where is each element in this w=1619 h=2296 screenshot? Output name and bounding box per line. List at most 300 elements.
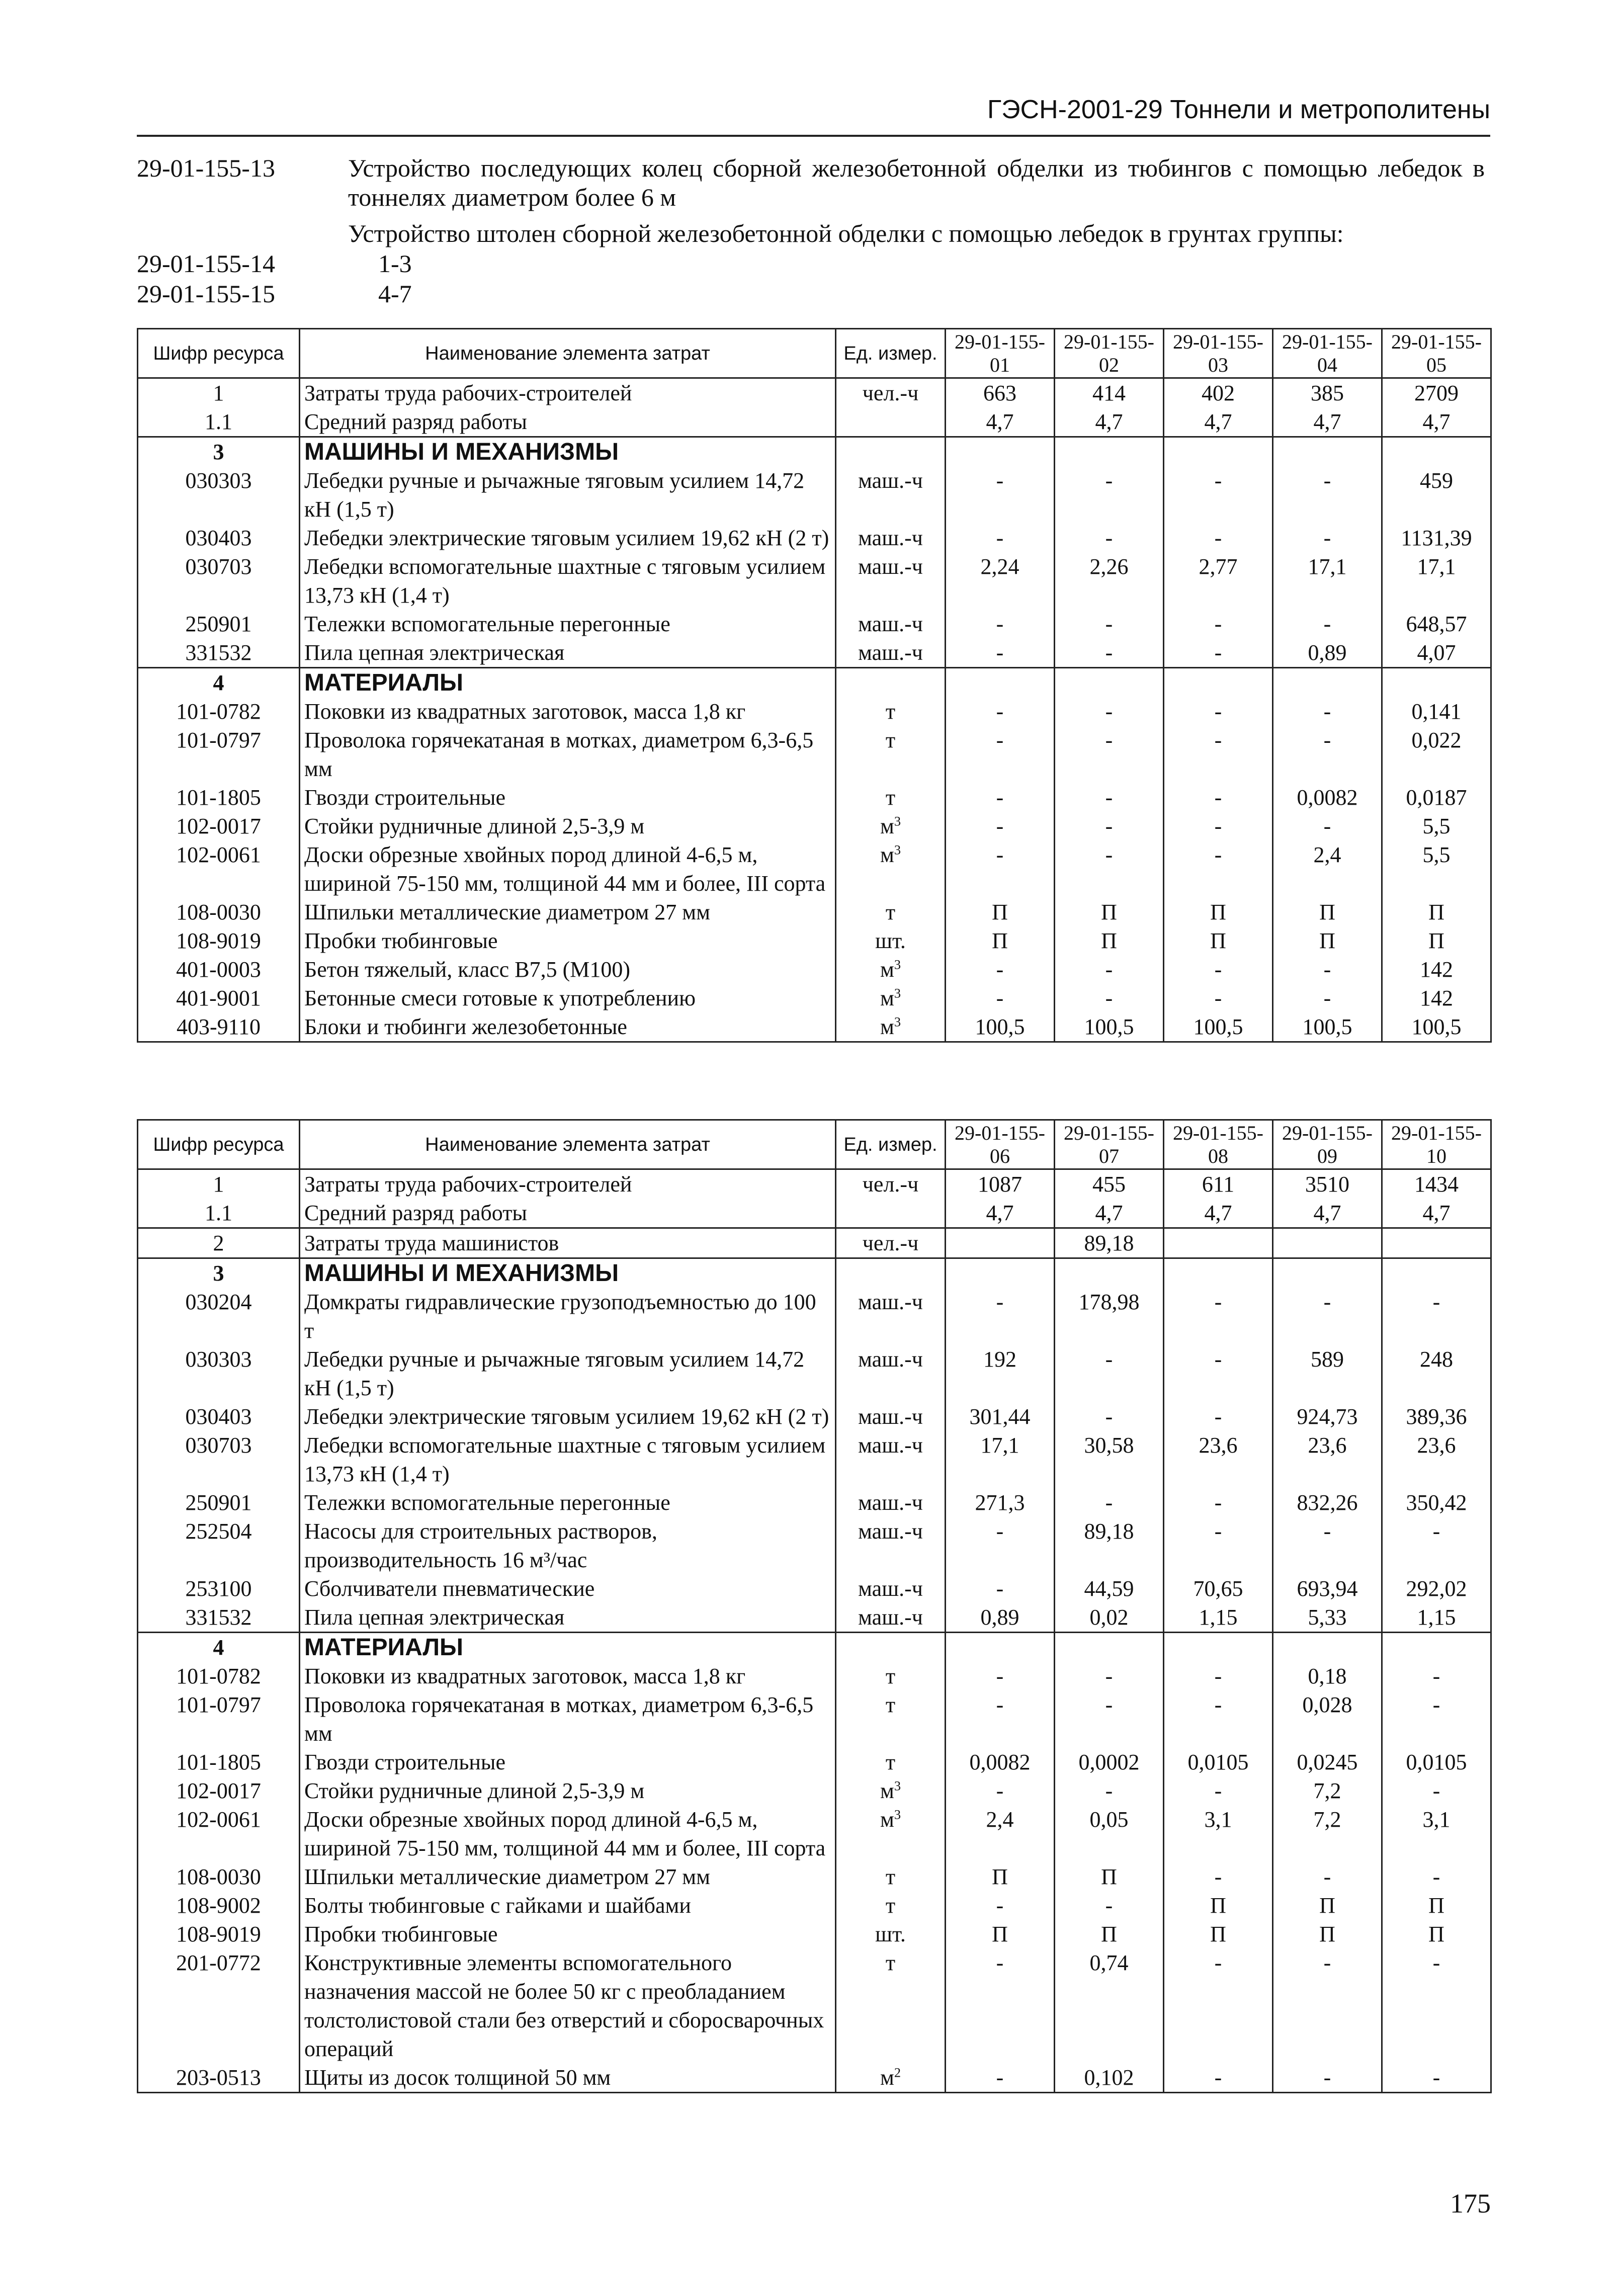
norm-value: -: [946, 1891, 1055, 1920]
resource-code: 1: [138, 1169, 300, 1199]
norm-value: 142: [1382, 955, 1491, 984]
resource-unit: [836, 726, 946, 783]
norm-value: П: [1382, 1920, 1491, 1948]
unit-text: м: [880, 1778, 894, 1803]
norm-value: П: [1164, 926, 1273, 955]
intro-code: 29-01-155-14: [137, 249, 275, 278]
norm-value: -: [946, 955, 1055, 984]
resource-unit: [836, 1169, 946, 1199]
norm-value: -: [946, 783, 1055, 812]
unit-text: маш.-ч: [858, 468, 923, 493]
resource-code: 203-0513: [138, 2063, 300, 2093]
norm-value: 5,33: [1273, 1603, 1382, 1633]
resource-unit: [836, 926, 946, 955]
unit-text: т: [885, 1750, 896, 1774]
norm-value: 4,7: [1055, 407, 1164, 437]
norm-value: -: [1055, 466, 1164, 524]
norm-value: [1382, 1258, 1491, 1288]
header-name: Наименование элемента затрат: [300, 1120, 836, 1169]
norm-value: 0,0082: [1273, 783, 1382, 812]
norm-value: -: [1382, 2063, 1491, 2093]
norm-value: -: [1382, 1662, 1491, 1690]
unit-text: т: [885, 728, 896, 752]
norm-value: 7,2: [1273, 1776, 1382, 1805]
intro-text: Устройство последующих колец сборной железобетонной обделки из тюбингов с помощью лебедок в тоннелях диаметром более 6 м: [348, 154, 1485, 211]
norm-value: [1055, 437, 1164, 467]
norm-value: -: [1273, 1517, 1382, 1574]
norm-value: 23,6: [1382, 1431, 1491, 1488]
norm-value: -: [1164, 1517, 1273, 1574]
resource-name: Лебедки вспомогательные шахтные с тяговым усилием 13,73 кН (1,4 т): [300, 552, 836, 610]
intro-code: 29-01-155-13: [137, 154, 275, 182]
unit-text: маш.-ч: [858, 640, 923, 665]
norm-value: -: [1273, 955, 1382, 984]
norm-value: П: [1055, 1862, 1164, 1891]
table-row: [138, 1012, 1491, 1042]
header-col-code: 29-01-155-04: [1273, 329, 1382, 378]
table-row: [138, 1488, 1491, 1517]
norm-value: -: [1273, 984, 1382, 1012]
table-header-row: [138, 329, 1491, 378]
resource-unit: [836, 1862, 946, 1891]
norm-value: 0,89: [1273, 638, 1382, 668]
resource-unit: [836, 1603, 946, 1633]
section-row: [138, 1633, 1491, 1662]
norm-value: [1164, 437, 1273, 467]
norm-value: 301,44: [946, 1402, 1055, 1431]
header-unit: Ед. измер.: [836, 329, 946, 378]
norm-value: 611: [1164, 1169, 1273, 1199]
resource-unit: [836, 638, 946, 668]
resource-unit: [836, 1574, 946, 1603]
resource-code: 108-9002: [138, 1891, 300, 1920]
table-row: [138, 2063, 1491, 2093]
resource-code: 3: [138, 1258, 300, 1288]
header-name: Наименование элемента затрат: [300, 329, 836, 378]
table-row: [138, 1948, 1491, 2063]
intro-text: 1-3: [378, 249, 412, 278]
norm-value: 459: [1382, 466, 1491, 524]
unit-text: т: [885, 900, 896, 924]
norm-value: -: [946, 1517, 1055, 1574]
norm-value: 178,98: [1055, 1288, 1164, 1345]
norms-table-2: [137, 1119, 1492, 2093]
header-code: Шифр ресурса: [138, 1120, 300, 1169]
norm-value: -: [946, 638, 1055, 668]
norm-value: 17,1: [1273, 552, 1382, 610]
norm-value: П: [946, 1862, 1055, 1891]
norm-value: [1164, 1228, 1273, 1258]
resource-unit: [836, 1345, 946, 1402]
norm-value: -: [1382, 1862, 1491, 1891]
norm-value: 100,5: [1273, 1012, 1382, 1042]
resource-code: 030703: [138, 552, 300, 610]
norm-value: -: [1382, 1690, 1491, 1748]
resource-code: 030703: [138, 1431, 300, 1488]
norm-value: -: [946, 840, 1055, 898]
resource-unit: [836, 1488, 946, 1517]
norm-value: 4,7: [1382, 407, 1491, 437]
unit-text: маш.-ч: [858, 1576, 923, 1601]
norm-value: -: [1055, 984, 1164, 1012]
header-col-code: 29-01-155-03: [1164, 329, 1273, 378]
table-row: [138, 638, 1491, 668]
resource-name: Стойки рудничные длиной 2,5-3,9 м: [300, 1776, 836, 1805]
resource-name: Тележки вспомогательные перегонные: [300, 610, 836, 638]
norm-value: 0,74: [1055, 1948, 1164, 2063]
norm-value: -: [1055, 697, 1164, 726]
table-row: [138, 898, 1491, 926]
resource-code: 030303: [138, 466, 300, 524]
intro-item: [137, 249, 1495, 279]
resource-code: 253100: [138, 1574, 300, 1603]
norm-value: 70,65: [1164, 1574, 1273, 1603]
resource-code: 102-0061: [138, 1805, 300, 1862]
resource-unit: [836, 1258, 946, 1288]
norm-value: 5,5: [1382, 840, 1491, 898]
resource-name: Болты тюбинговые с гайками и шайбами: [300, 1891, 836, 1920]
norm-value: [1273, 1633, 1382, 1662]
norm-value: 2,4: [946, 1805, 1055, 1862]
table-row: [138, 840, 1491, 898]
norm-value: П: [1273, 1891, 1382, 1920]
norm-value: -: [1055, 812, 1164, 840]
resource-unit: [836, 955, 946, 984]
norm-value: -: [1273, 697, 1382, 726]
resource-unit: [836, 2063, 946, 2093]
norm-value: -: [946, 726, 1055, 783]
unit-text: маш.-ч: [858, 1519, 923, 1544]
norm-value: 0,0187: [1382, 783, 1491, 812]
norm-value: -: [1164, 1662, 1273, 1690]
intro-code: 29-01-155-15: [137, 280, 275, 308]
unit-text: т: [885, 1864, 896, 1889]
resource-name: Пила цепная электрическая: [300, 1603, 836, 1633]
resource-code: 4: [138, 668, 300, 698]
resource-code: 4: [138, 1633, 300, 1662]
resource-code: 108-9019: [138, 1920, 300, 1948]
norm-value: -: [1164, 466, 1273, 524]
resource-name: Затраты труда машинистов: [300, 1228, 836, 1258]
norm-value: П: [1273, 926, 1382, 955]
norm-value: -: [1055, 1776, 1164, 1805]
norm-value: -: [1164, 1862, 1273, 1891]
header-col-code: 29-01-155-09: [1273, 1120, 1382, 1169]
norm-value: 589: [1273, 1345, 1382, 1402]
norm-value: -: [1273, 610, 1382, 638]
norm-value: П: [946, 926, 1055, 955]
table-row: [138, 1805, 1491, 1862]
norm-value: -: [946, 1776, 1055, 1805]
norm-value: 4,07: [1382, 638, 1491, 668]
resource-unit: [836, 1920, 946, 1948]
table-row: [138, 1288, 1491, 1345]
unit-text: маш.-ч: [858, 1605, 923, 1630]
table-row: [138, 926, 1491, 955]
norm-value: 17,1: [946, 1431, 1055, 1488]
norm-value: 389,36: [1382, 1402, 1491, 1431]
table-row: [138, 1920, 1491, 1948]
unit-text: т: [885, 1664, 896, 1688]
resource-code: 3: [138, 437, 300, 467]
norm-value: -: [1164, 955, 1273, 984]
unit-text: т: [885, 785, 896, 810]
norm-value: -: [1164, 610, 1273, 638]
norm-value: 0,0082: [946, 1748, 1055, 1776]
resource-code: 102-0017: [138, 1776, 300, 1805]
norm-value: 4,7: [946, 1199, 1055, 1228]
norm-value: 23,6: [1164, 1431, 1273, 1488]
norm-value: 0,05: [1055, 1805, 1164, 1862]
section-row: [138, 668, 1491, 698]
table-row: [138, 466, 1491, 524]
norm-value: [946, 1258, 1055, 1288]
unit-text: маш.-ч: [858, 1433, 923, 1458]
norm-value: П: [1055, 926, 1164, 955]
norm-value: П: [1382, 1891, 1491, 1920]
norm-value: -: [1164, 638, 1273, 668]
resource-code: 331532: [138, 1603, 300, 1633]
resource-name: Тележки вспомогательные перегонные: [300, 1488, 836, 1517]
norm-value: [946, 437, 1055, 467]
unit-superscript: 3: [894, 985, 901, 1001]
norm-value: -: [946, 697, 1055, 726]
norm-value: 1,15: [1164, 1603, 1273, 1633]
norm-value: П: [1273, 898, 1382, 926]
resource-name: Домкраты гидравлические грузоподъемностью до 100 т: [300, 1288, 836, 1345]
resource-unit: [836, 783, 946, 812]
norm-value: -: [1164, 1690, 1273, 1748]
unit-superscript: 3: [894, 1807, 901, 1822]
norm-value: [1273, 1228, 1382, 1258]
table-row: [138, 783, 1491, 812]
header-col-code: 29-01-155-02: [1055, 329, 1164, 378]
unit-text: чел.-ч: [862, 381, 919, 405]
resource-code: 252504: [138, 1517, 300, 1574]
norm-value: [1055, 1633, 1164, 1662]
resource-name: Бетон тяжелый, класс В7,5 (М100): [300, 955, 836, 984]
resource-unit: [836, 1431, 946, 1488]
header-col-code: 29-01-155-07: [1055, 1120, 1164, 1169]
table-row: [138, 1345, 1491, 1402]
norm-value: 23,6: [1273, 1431, 1382, 1488]
norm-value: -: [946, 1574, 1055, 1603]
resource-name: Лебедки вспомогательные шахтные с тяговым усилием 13,73 кН (1,4 т): [300, 1431, 836, 1488]
norm-value: 100,5: [1164, 1012, 1273, 1042]
unit-text: т: [885, 1893, 896, 1918]
norm-value: 0,022: [1382, 726, 1491, 783]
norm-value: -: [1055, 524, 1164, 552]
unit-text: т: [885, 1692, 896, 1717]
resource-name: Конструктивные элементы вспомогательного назначения массой не более 50 кг с преобладанием толстолистовой стали без отверстий и сборосварочных операций: [300, 1948, 836, 2063]
resource-name: Стойки рудничные длиной 2,5-3,9 м: [300, 812, 836, 840]
norm-value: -: [1164, 1288, 1273, 1345]
norm-value: 455: [1055, 1169, 1164, 1199]
unit-text: м: [880, 2065, 894, 2090]
norm-value: -: [1382, 1288, 1491, 1345]
unit-text: м: [880, 1014, 894, 1039]
resource-code: 108-0030: [138, 1862, 300, 1891]
norm-value: -: [1273, 524, 1382, 552]
norm-value: 663: [946, 378, 1055, 408]
unit-text: шт.: [875, 928, 906, 953]
table-row: [138, 955, 1491, 984]
resource-code: 030303: [138, 1345, 300, 1402]
norm-value: 3510: [1273, 1169, 1382, 1199]
norm-value: -: [1273, 1288, 1382, 1345]
unit-text: маш.-ч: [858, 526, 923, 550]
norm-value: -: [1273, 1948, 1382, 2063]
norm-value: 648,57: [1382, 610, 1491, 638]
unit-text: м: [880, 986, 894, 1010]
unit-text: маш.-ч: [858, 1290, 923, 1314]
resource-name: МАТЕРИАЛЫ: [300, 668, 836, 698]
resource-code: 2: [138, 1228, 300, 1258]
norm-value: [1164, 668, 1273, 698]
norm-value: [1382, 437, 1491, 467]
unit-text: чел.-ч: [862, 1231, 919, 1255]
norm-value: 0,0105: [1164, 1748, 1273, 1776]
resource-name: Щиты из досок толщиной 50 мм: [300, 2063, 836, 2093]
resource-unit: [836, 898, 946, 926]
norm-value: [946, 1633, 1055, 1662]
norm-value: -: [1055, 1690, 1164, 1748]
resource-name: МАШИНЫ И МЕХАНИЗМЫ: [300, 1258, 836, 1288]
norm-value: -: [1055, 726, 1164, 783]
resource-name: Блоки и тюбинги железобетонные: [300, 1012, 836, 1042]
norm-value: 100,5: [1055, 1012, 1164, 1042]
unit-text: чел.-ч: [862, 1172, 919, 1197]
table-row: [138, 552, 1491, 610]
resource-code: 102-0017: [138, 812, 300, 840]
table-row: [138, 1603, 1491, 1633]
norm-value: 1131,39: [1382, 524, 1491, 552]
resource-name: Проволока горячекатаная в мотках, диаметром 6,3-6,5 мм: [300, 1690, 836, 1748]
norm-value: 1,15: [1382, 1603, 1491, 1633]
norm-value: [1273, 1258, 1382, 1288]
norm-value: [1273, 437, 1382, 467]
table-row: [138, 407, 1491, 437]
norm-value: 1087: [946, 1169, 1055, 1199]
page-header: [137, 95, 1490, 137]
norm-value: -: [1164, 697, 1273, 726]
resource-unit: [836, 524, 946, 552]
norm-value: -: [1382, 1776, 1491, 1805]
norm-value: П: [1382, 898, 1491, 926]
resource-name: Лебедки электрические тяговым усилием 19,62 кН (2 т): [300, 1402, 836, 1431]
resource-name: Поковки из квадратных заготовок, масса 1,8 кг: [300, 1662, 836, 1690]
norm-value: -: [1273, 812, 1382, 840]
norm-value: -: [1164, 524, 1273, 552]
resource-code: 108-9019: [138, 926, 300, 955]
header-code: Шифр ресурса: [138, 329, 300, 378]
section-row: [138, 437, 1491, 467]
table-row: [138, 1891, 1491, 1920]
resource-unit: [836, 1805, 946, 1862]
table-row: [138, 1199, 1491, 1228]
norm-value: 4,7: [1273, 407, 1382, 437]
resource-name: Лебедки ручные и рычажные тяговым усилием 14,72 кН (1,5 т): [300, 466, 836, 524]
norm-value: 100,5: [946, 1012, 1055, 1042]
intro-item: [137, 279, 1495, 309]
norm-value: 385: [1273, 378, 1382, 408]
resource-unit: [836, 1748, 946, 1776]
table-row: [138, 1690, 1491, 1748]
norm-value: -: [1164, 1488, 1273, 1517]
table-row: [138, 610, 1491, 638]
norm-value: 7,2: [1273, 1805, 1382, 1862]
norm-value: П: [946, 898, 1055, 926]
resource-unit: [836, 1517, 946, 1574]
norm-value: [946, 1228, 1055, 1258]
resource-name: Средний разряд работы: [300, 1199, 836, 1228]
norm-value: -: [946, 466, 1055, 524]
norm-value: 4,7: [1273, 1199, 1382, 1228]
norm-value: 0,89: [946, 1603, 1055, 1633]
table-row: [138, 812, 1491, 840]
resource-unit: [836, 1662, 946, 1690]
resource-name: Гвозди строительные: [300, 783, 836, 812]
header-col-code: 29-01-155-06: [946, 1120, 1055, 1169]
resource-code: 250901: [138, 610, 300, 638]
norm-value: -: [1164, 840, 1273, 898]
resource-unit: [836, 378, 946, 408]
norm-value: 30,58: [1055, 1431, 1164, 1488]
unit-superscript: 3: [894, 813, 901, 829]
unit-text: м: [880, 1807, 894, 1832]
resource-name: Доски обрезные хвойных пород длиной 4-6,5 м, шириной 75-150 мм, толщиной 44 мм и более, III сорта: [300, 1805, 836, 1862]
resource-code: 1: [138, 378, 300, 408]
norm-value: 192: [946, 1345, 1055, 1402]
resource-unit: [836, 1402, 946, 1431]
norm-value: [1382, 668, 1491, 698]
norm-value: -: [1164, 984, 1273, 1012]
norm-value: 142: [1382, 984, 1491, 1012]
norm-value: 832,26: [1273, 1488, 1382, 1517]
resource-name: Средний разряд работы: [300, 407, 836, 437]
norm-value: П: [1382, 926, 1491, 955]
resource-code: 331532: [138, 638, 300, 668]
unit-superscript: 3: [894, 1778, 901, 1794]
table-row: [138, 524, 1491, 552]
norm-value: П: [1273, 1920, 1382, 1948]
unit-text: м: [880, 814, 894, 838]
resource-code: 102-0061: [138, 840, 300, 898]
page-number: 175: [1450, 2188, 1491, 2219]
table-row: [138, 1431, 1491, 1488]
resource-code: 101-0797: [138, 726, 300, 783]
unit-superscript: 2: [894, 2065, 901, 2080]
table-row: [138, 1574, 1491, 1603]
norm-value: -: [1055, 638, 1164, 668]
section-row: [138, 1258, 1491, 1288]
table-row: [138, 1517, 1491, 1574]
norm-value: 0,102: [1055, 2063, 1164, 2093]
norm-value: -: [946, 812, 1055, 840]
norms-table-1: [137, 328, 1492, 1043]
norm-value: [1382, 1633, 1491, 1662]
header-title: ГЭСН-2001-29 Тоннели и метрополитены: [987, 95, 1490, 124]
norm-value: -: [1382, 1517, 1491, 1574]
norm-value: -: [1273, 1862, 1382, 1891]
resource-name: Бетонные смеси готовые к употреблению: [300, 984, 836, 1012]
unit-superscript: 3: [894, 842, 901, 858]
table-row: [138, 1662, 1491, 1690]
norm-value: -: [1382, 1948, 1491, 2063]
resource-name: Шпильки металлические диаметром 27 мм: [300, 1862, 836, 1891]
norm-value: 248: [1382, 1345, 1491, 1402]
norm-value: 100,5: [1382, 1012, 1491, 1042]
